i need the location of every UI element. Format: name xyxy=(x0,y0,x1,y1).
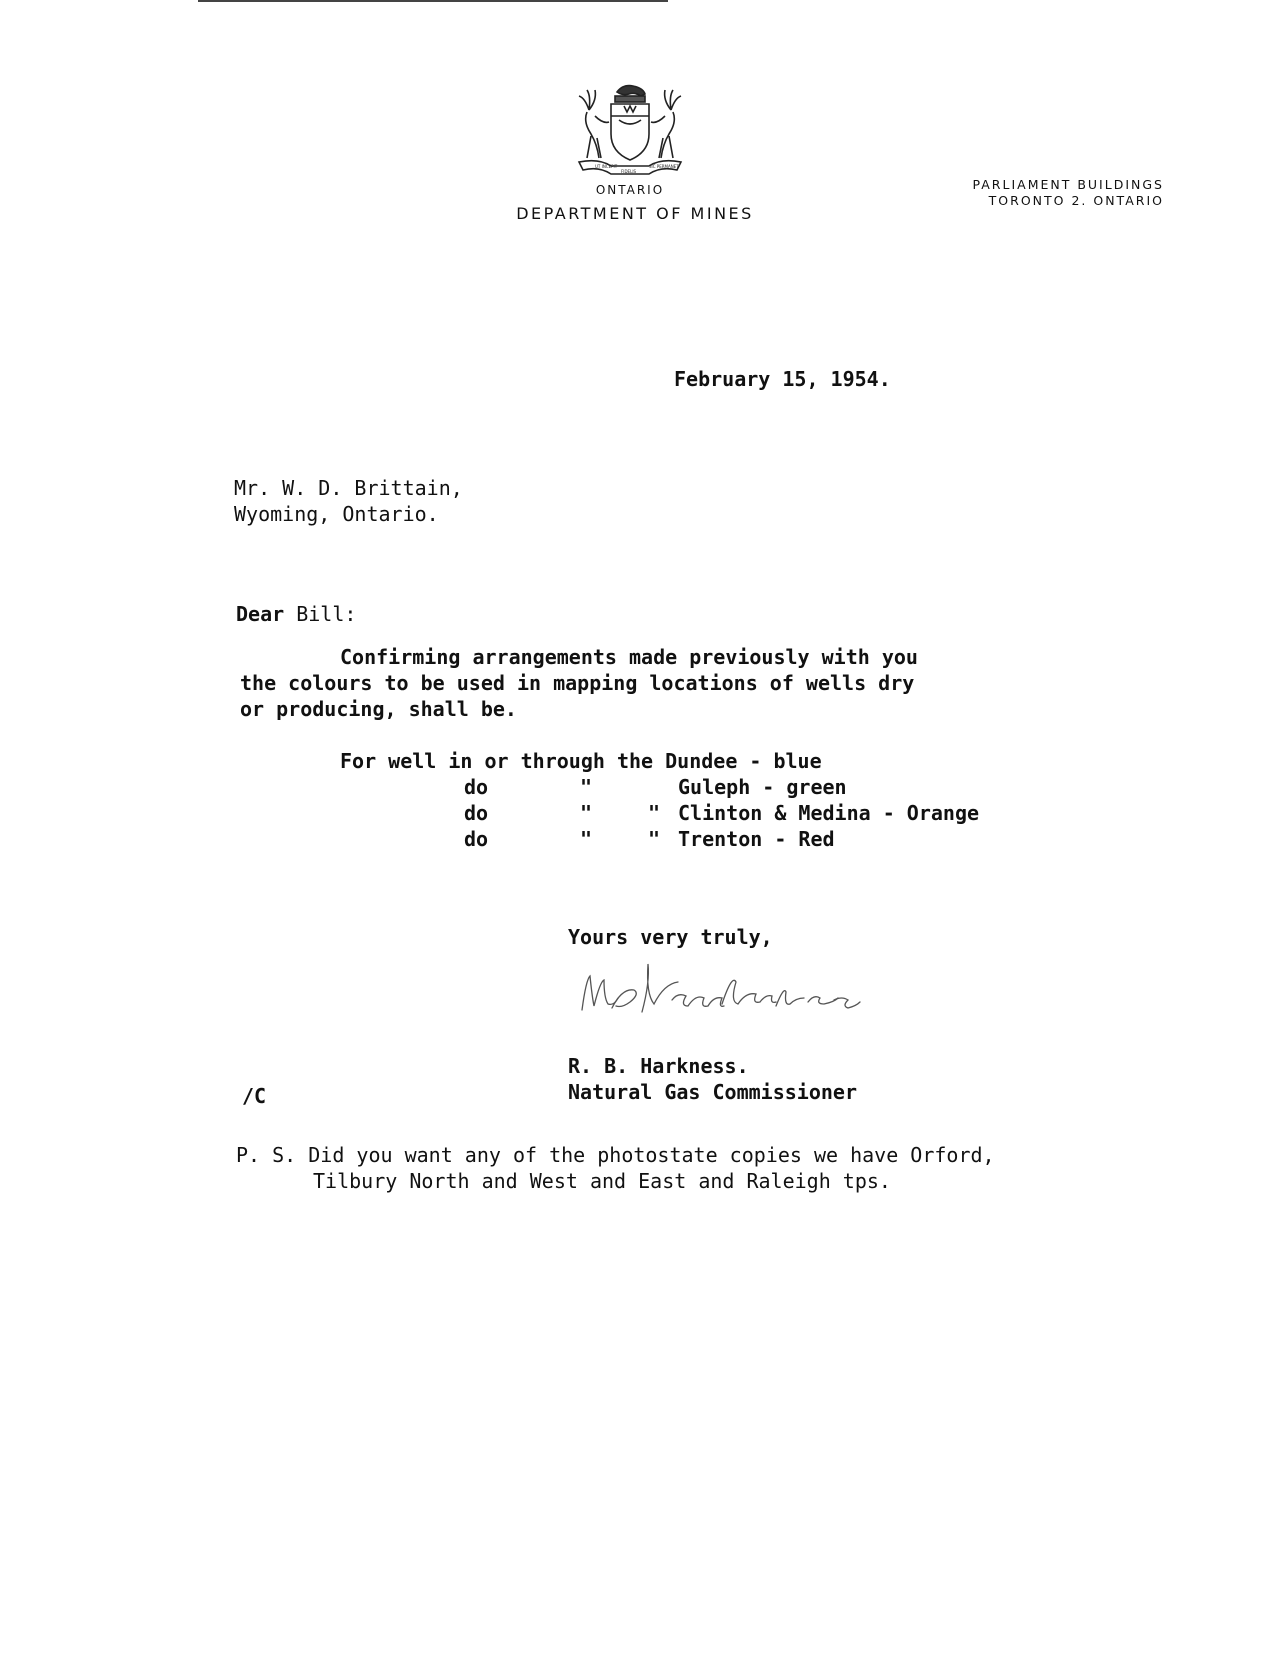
ditto-mark: " xyxy=(648,801,661,825)
recipient-line2: Wyoming, Ontario. xyxy=(234,502,439,526)
colour-row-dundee: For well in or through the Dundee - blue xyxy=(340,749,822,773)
ditto-mark: " xyxy=(580,827,593,851)
ditto-do: do xyxy=(464,775,489,799)
ontario-coat-of-arms-icon xyxy=(575,76,685,178)
page-edge-line xyxy=(198,0,668,2)
ditto-do: do xyxy=(464,827,489,851)
colour-row-trenton: Trenton - Red xyxy=(678,827,835,851)
typist-initials: /C xyxy=(242,1084,267,1108)
ditto-do: do xyxy=(464,801,489,825)
ditto-mark: " xyxy=(580,801,593,825)
body-line3: or producing, shall be. xyxy=(240,697,517,721)
postscript-line2: Tilbury North and West and East and Raleigh tps. xyxy=(313,1169,891,1193)
body-line2: the colours to be used in mapping locations of wells dry xyxy=(240,671,915,695)
crest-motto-center: FIDELIS xyxy=(621,169,637,174)
signer-name: R. B. Harkness. xyxy=(568,1054,749,1078)
postscript-line1: P. S. Did you want any of the photostate copies we have Orford, xyxy=(236,1143,995,1167)
salutation-name: Bill: xyxy=(284,602,357,626)
letterhead-province: ONTARIO xyxy=(595,183,665,197)
crest-motto-left: UT INCEPIT xyxy=(595,164,618,169)
letterhead-department: DEPARTMENT OF MINES xyxy=(516,204,754,223)
salutation-prefix: Dear xyxy=(236,602,285,626)
colour-row-guleph: Guleph - green xyxy=(678,775,847,799)
body-line1: Confirming arrangements made previously with you xyxy=(340,645,918,669)
crest-motto-right: SIC PERMANET xyxy=(649,164,679,169)
letterhead-address xyxy=(930,177,1164,209)
recipient-line1: Mr. W. D. Brittain, xyxy=(234,476,463,500)
colour-row-clinton-medina: Clinton & Medina - Orange xyxy=(678,801,980,825)
ditto-mark: " xyxy=(580,775,593,799)
letterhead-address-line2: TORONTO 2. ONTARIO xyxy=(988,193,1164,208)
signer-title: Natural Gas Commissioner xyxy=(568,1080,857,1104)
handwritten-signature xyxy=(572,960,1002,1030)
letterhead-address-line1: PARLIAMENT BUILDINGS xyxy=(972,177,1164,192)
ditto-mark: " xyxy=(648,827,661,851)
closing: Yours very truly, xyxy=(568,925,773,949)
salutation xyxy=(236,602,356,626)
letter-date: February 15, 1954. xyxy=(674,367,891,391)
